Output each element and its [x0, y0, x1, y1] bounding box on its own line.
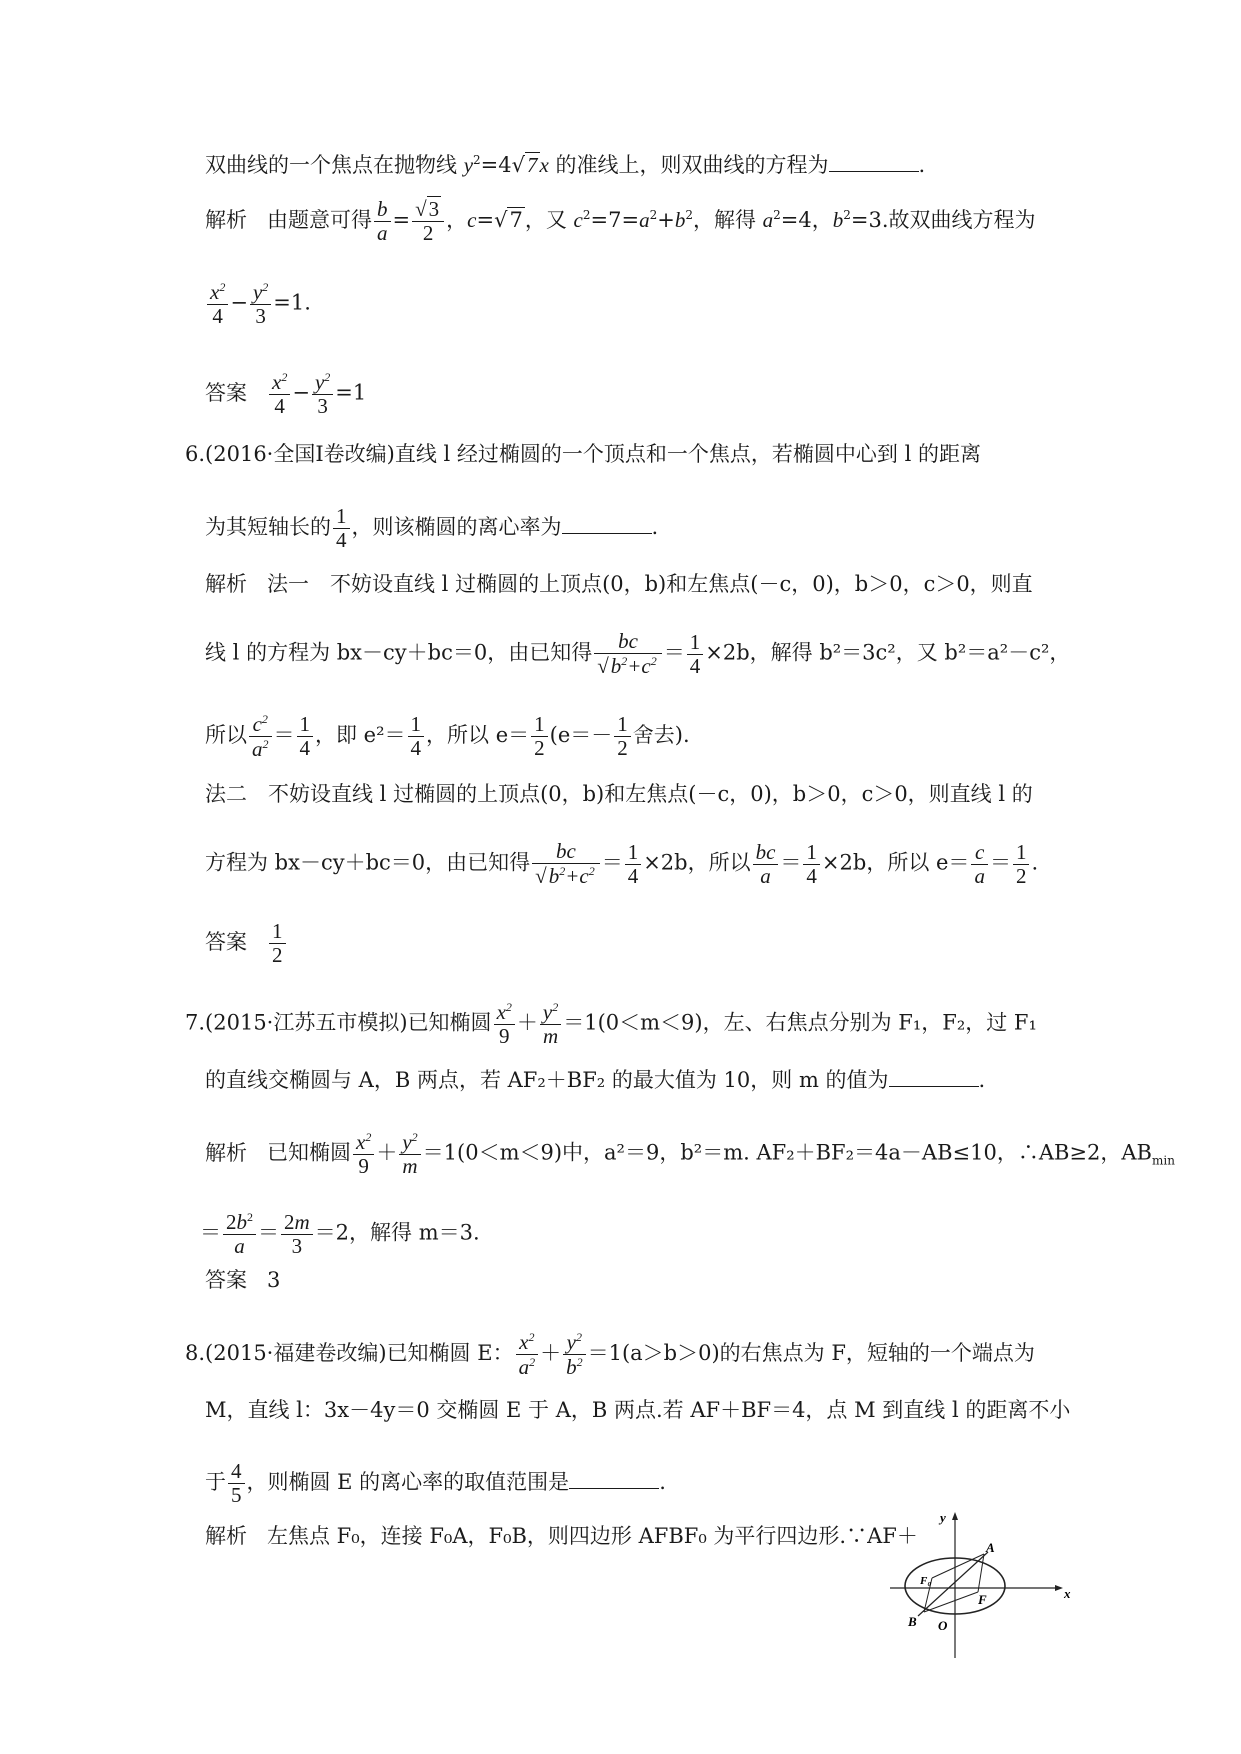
question-7-line2: 的直线交椭圆与 A，B 两点，若 AF₂＋BF₂ 的最大值为 10，则 m 的值为 .	[205, 1068, 986, 1092]
x-axis-arrow	[1055, 1585, 1063, 1591]
question-8-line3: 于 $\frac{4}{5}$ ，则椭圆 E 的离心率的取值范围是 .	[205, 1459, 666, 1507]
svg-text:O: O	[938, 1618, 948, 1633]
segment-FB	[924, 1592, 978, 1612]
answer-blank	[562, 515, 652, 534]
answer-blank	[829, 153, 919, 172]
svg-text:F₀: F₀	[920, 1575, 932, 1587]
svg-text:A: A	[986, 1540, 995, 1555]
y-axis-arrow	[952, 1512, 958, 1520]
svg-text:y: y	[940, 1510, 946, 1525]
svg-text:B: B	[908, 1614, 917, 1629]
answer-blank	[889, 1068, 979, 1087]
solution-6-line3: 所以 $\frac{c^2}{a^2}$ ＝ $\frac{1}{4}$ ，即 e²＝ $\frac{1}{4}$ ，所以 e＝ $\frac{1}{2}$ (e＝－ $\frac{1}{2}$ 舍去).	[205, 712, 690, 761]
question-6-line2: 为其短轴长的 $\frac{1}{4}$ ，则该椭圆的离心率为 .	[205, 504, 659, 552]
solution-line: 解析 由题意可得 $\frac{b}{a}$ = √ $\frac{3}{2}$ ，c=√ 7，又 $c^2=7=a^2+b^2$，解得 $a^2=4$，$b^2=3$.故双曲线方程为	[205, 198, 1036, 245]
formula-line: $\frac{x^2}{4}$ − $\frac{y^2}{3}$ =1.	[205, 280, 311, 328]
solution-6-line2: 线 l 的方程为 bx－cy＋bc＝0，由已知得 bc √ $b^2+c^2$ ＝ $\frac{1}{4}$ ×2b，解得 b²＝3c²，又 b²＝a²－c²，	[205, 630, 1070, 678]
answer-line: 答案 $\frac{x^2}{4}$ − $\frac{y^2}{3}$ =1	[205, 370, 367, 418]
solution-6-line5: 方程为 bx－cy＋bc＝0，由已知得 bc √ $b^2+c^2$ ＝ $\frac{1}{4}$ ×2b，所以 $\frac{bc}{a}$ ＝ $\frac{1}{4}$ ×2b，所以 e＝ $\frac{c}{a}$ ＝ $\frac{1}{2}$ .	[205, 840, 1038, 888]
answer-7: 答案 3	[205, 1268, 281, 1292]
question-6: 6.(2016·全国Ⅰ卷改编)直线 l 经过椭圆的一个顶点和一个焦点，若椭圆中心到 l 的距离	[185, 442, 981, 466]
question-8-line2: M，直线 l：3x－4y＝0 交椭圆 E 于 A，B 两点.若 AF＋BF＝4，点 M 到直线 l 的距离不小	[205, 1398, 1071, 1422]
question-7: 7.(2015·江苏五市模拟)已知椭圆 $\frac{x^2}{9}$ ＋ $\frac{y^2}{m}$ ＝1(0＜m＜9)，左、右焦点分别为 F₁，F₂，过 F₁	[185, 1000, 1037, 1048]
solution-label: 解析	[205, 208, 247, 232]
solution-7-line2: ＝ $\frac{2b^2}{a}$ ＝ $\frac{2m}{3}$ ＝2，解得 m＝3.	[200, 1209, 480, 1258]
answer-label: 答案	[205, 380, 247, 405]
solution-8-line1: 解析 左焦点 F₀，连接 F₀A，F₀B，则四边形 AFBF₀ 为平行四边形.∵AF＋	[205, 1524, 918, 1548]
ellipse-figure	[880, 1508, 1080, 1668]
text-line: 双曲线的一个焦点在抛物线 $y^2=4√$ 7x 的准线上，则双曲线的方程为 .	[205, 146, 925, 179]
solution-7-line1: 解析 已知椭圆 $\frac{x^2}{9}$ ＋ $\frac{y^2}{m}$ ＝1(0＜m＜9)中，a²＝9，b²＝m. AF₂＋BF₂＝4a－AB≤10，∴AB≥2，$AB_{min}$	[205, 1130, 1175, 1178]
answer-blank	[569, 1470, 659, 1489]
svg-text:F: F	[978, 1592, 987, 1607]
solution-6-line4: 法二 不妨设直线 l 过椭圆的上顶点(0，b)和左焦点(－c，0)，b＞0，c＞0，则直线 l 的	[205, 782, 1033, 806]
question-8: 8.(2015·福建卷改编)已知椭圆 E： $\frac{x^2}{a^2}$ ＋ $\frac{y^2}{b^2}$ ＝1(a＞b＞0)的右焦点为 F，短轴的一个端点为	[185, 1330, 1035, 1379]
solution-6-line1: 解析 法一 不妨设直线 l 过椭圆的上顶点(0，b)和左焦点(－c，0)，b＞0，c＞0，则直	[205, 572, 1033, 596]
answer-6: 答案 $\frac{1}{2}$	[205, 920, 288, 967]
svg-text:x: x	[1064, 1586, 1071, 1601]
